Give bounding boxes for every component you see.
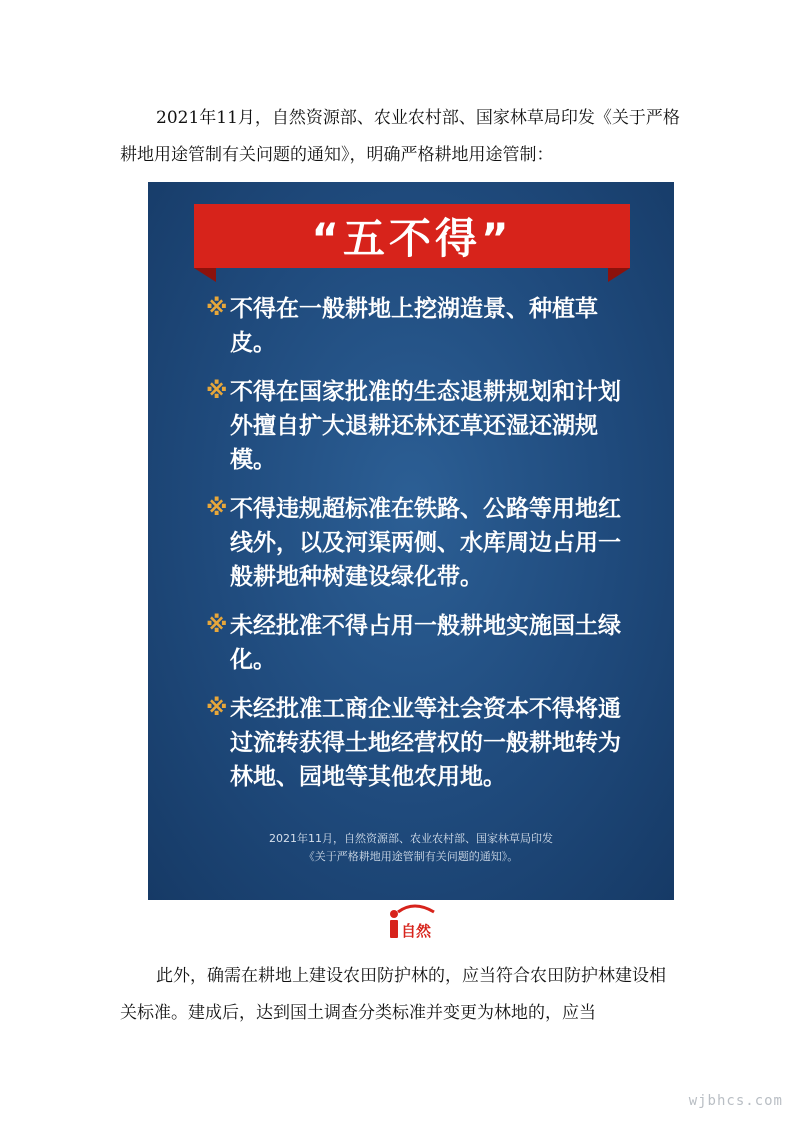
asterism-icon: ※ [206,696,228,721]
asterism-icon: ※ [206,496,228,521]
rule-text: 未经批准工商企业等社会资本不得将通过流转获得土地经营权的一般耕地转为林地、园地等其他农用地。 [230,696,621,790]
asterism-icon: ※ [206,613,228,638]
rule-item [206,292,626,360]
source-caption [148,830,674,866]
rule-item [206,375,626,477]
rule-text: 不得违规超标准在铁路、公路等用地红线外，以及河渠两侧、水库周边占用一般耕地种树建设绿化带。 [230,496,621,590]
rule-item [206,609,626,677]
rule-text: 不得在一般耕地上挖湖造景、种植草皮。 [230,296,598,356]
rule-text: 不得在国家批准的生态退耕规划和计划外擅自扩大退耕还林还草还湿还湖规模。 [230,379,621,473]
asterism-icon: ※ [206,379,228,404]
logo-text: 自然 [401,922,432,940]
title-banner [194,204,630,284]
source-line-2: 《关于严格耕地用途管制有关问题的通知》。 [303,850,519,863]
after-paragraph: 此外，确需在耕地上建设农田防护林的，应当符合农田防护林建设相关标准。建成后，达到国土调查分类标准并变更为林地的，应当 [120,966,666,1023]
rule-item [206,692,626,794]
rules-list [206,292,626,809]
banner-fold-right [608,268,630,282]
logo-strip [148,900,674,948]
intro-paragraph: 2021年11月，自然资源部、农业农村部、国家林草局印发《关于严格耕地用途管制有关问题的通知》，明确严格耕地用途管制： [120,108,680,165]
poster-image [148,182,674,900]
rule-item [206,492,626,594]
asterism-icon: ※ [206,296,228,321]
izr-logo-icon [384,902,438,942]
banner-title: “五不得” [194,204,630,268]
banner-fold-left [194,268,216,282]
rule-text: 未经批准不得占用一般耕地实施国土绿化。 [230,613,621,673]
source-line-1: 2021年11月，自然资源部、农业农村部、国家林草局印发 [269,832,553,845]
site-watermark: wjbhcs.com [688,1093,783,1109]
